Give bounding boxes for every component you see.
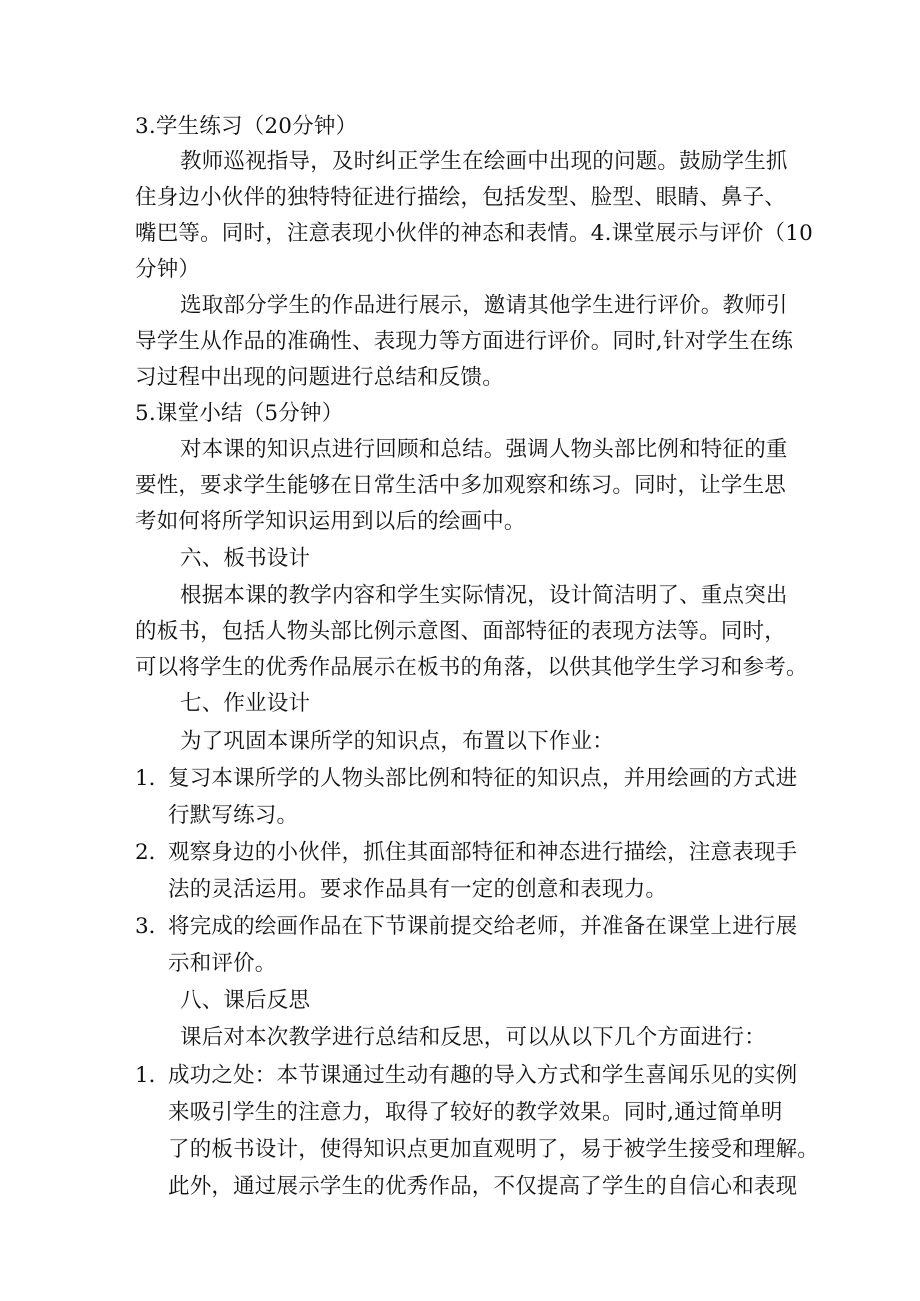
list-item-line: 将完成的绘画作品在下节课前提交给老师，并准备在课堂上进行展 — [168, 914, 798, 939]
paragraph-line: 嘴巴等。同时，注意表现小伙伴的神态和表情。4.课堂展示与评价（10 — [135, 221, 813, 246]
list-item-line: 法的灵活运用。要求作品具有一定的创意和表现力。 — [168, 877, 668, 902]
paragraph-line: 可以将学生的优秀作品展示在板书的角落，以供其他学生学习和参考。 — [135, 655, 808, 680]
paragraph-line: 住身边小伙伴的独特特征进行描绘，包括发型、脸型、眼睛、鼻子、 — [135, 185, 787, 210]
section-heading-summary: 5.课堂小结（5分钟） — [135, 401, 344, 426]
paragraph-line: 选取部分学生的作品进行展示，邀请其他学生进行评价。教师引 — [180, 293, 788, 318]
paragraph-line: 的板书，包括人物头部比例示意图、面部特征的表现方法等。同时， — [135, 619, 787, 644]
list-item-line: 了的板书设计，使得知识点更加直观明了，易于被学生接受和理解。 — [168, 1137, 820, 1162]
paragraph-line: 要性，要求学生能够在日常生活中多加观察和练习。同时，让学生思 — [135, 473, 787, 498]
list-marker: 3． — [135, 914, 171, 939]
paragraph-line: 考如何将所学知识运用到以后的绘画中。 — [135, 509, 526, 534]
section-heading-board-design: 六、板书设计 — [180, 546, 311, 571]
paragraph-line: 教师巡视指导，及时纠正学生在绘画中出现的问题。鼓励学生抓 — [180, 149, 788, 174]
paragraph-line: 课后对本次教学进行总结和反思，可以从以下几个方面进行： — [180, 1025, 766, 1050]
list-marker: 2． — [135, 840, 171, 865]
list-item-line: 示和评价。 — [168, 951, 277, 976]
paragraph-line: 为了巩固本课所学的知识点，布置以下作业： — [180, 729, 615, 754]
list-marker: 1． — [135, 1063, 171, 1088]
paragraph-line: 分钟） — [135, 257, 201, 282]
list-item-line: 成功之处：本节课通过生动有趣的导入方式和学生喜闻乐见的实例 — [168, 1063, 798, 1088]
list-item-line: 此外，通过展示学生的优秀作品，不仅提高了学生的自信心和表现 — [168, 1174, 798, 1199]
section-heading-student-practice: 3.学生练习（20分钟） — [135, 114, 358, 139]
section-heading-reflection: 八、课后反思 — [180, 988, 311, 1013]
section-heading-homework: 七、作业设计 — [180, 691, 311, 716]
paragraph-line: 对本课的知识点进行回顾和总结。强调人物头部比例和特征的重 — [180, 437, 788, 462]
paragraph-line: 习过程中出现的问题进行总结和反馈。 — [135, 365, 504, 390]
paragraph-line: 导学生从作品的准确性、表现力等方面进行评价。同时,针对学生在练 — [135, 329, 794, 354]
list-item-line: 来吸引学生的注意力，取得了较好的教学效果。同时,通过简单明 — [168, 1100, 783, 1125]
paragraph-line: 根据本课的教学内容和学生实际情况，设计简洁明了、重点突出 — [180, 583, 788, 608]
list-marker: 1． — [135, 766, 171, 791]
list-item-line: 复习本课所学的人物头部比例和特征的知识点，并用绘画的方式进 — [168, 766, 798, 791]
list-item-line: 行默写练习。 — [168, 803, 299, 828]
list-item-line: 观察身边的小伙伴，抓住其面部特征和神态进行描绘，注意表现手 — [168, 840, 798, 865]
